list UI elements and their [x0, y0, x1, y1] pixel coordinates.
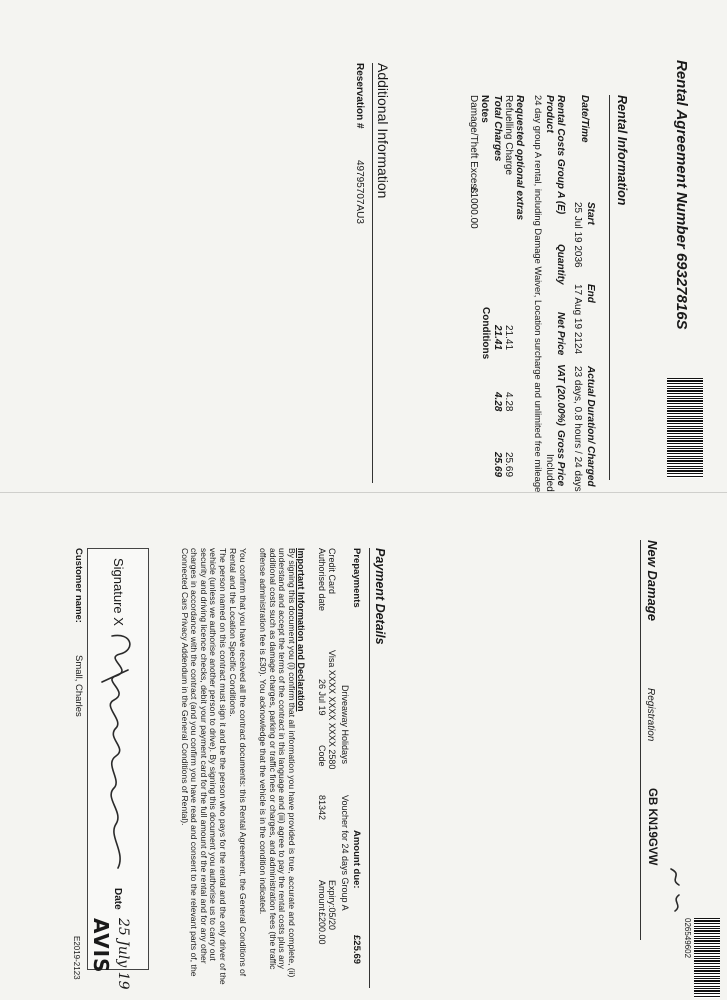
duration-label: Actual Duration/ Charged — [585, 366, 596, 487]
gross-price-label: Gross Price — [555, 430, 566, 487]
total-charges-label: Total Charges — [492, 95, 503, 162]
product-label: Product — [544, 95, 555, 133]
signature-label: Signature X — [111, 558, 126, 626]
vat-label: VAT (20.00%) — [555, 364, 566, 426]
reservation-label: Reservation # — [354, 63, 365, 129]
registration-value: GB KN19GVW — [646, 788, 658, 866]
net-price-label: Net Price — [555, 312, 566, 356]
total-net: 21.41 — [492, 325, 503, 351]
new-damage-heading: New Damage — [645, 540, 660, 621]
declaration-paragraph-2: You confirm that you have received all the contract documents: this Rental Agreement, the General Conditions of Rental and the Location Specific Conditions. — [228, 548, 248, 977]
start-label: Start — [585, 202, 596, 225]
product-value: 24 day group A rental, including Damage Waiver, Location surcharge and unlimited free mileage — [533, 95, 544, 493]
code-value: 81342 — [317, 795, 327, 821]
payment-rule — [369, 548, 370, 988]
rental-info-rule — [609, 95, 610, 480]
damage-barcode-number: 026549602 — [683, 918, 692, 959]
prepayments-label: Prepayments — [351, 548, 362, 608]
payment-heading: Payment Details — [373, 548, 387, 645]
end-label: End — [585, 284, 596, 303]
customer-signature — [92, 630, 142, 875]
excess-value: £1000.00 — [468, 187, 479, 229]
start-value: 25 Jul 19 2036 — [572, 202, 583, 268]
declaration-paragraph-1: By signing this document you (i) confirm that all information you have provided is true, accurate and complete, (ii) understand and accept the terms of the contract in this language and (iii) agree to pay the rental costs plus any additional costs such as damage charges, parking or traffic fines or charges, and administration fees (the traffic offense administration fee is £30). You acknowledge that the vehicle is in the condition indicated. — [258, 548, 297, 978]
page-fold-line — [0, 492, 727, 493]
registration-label: Registration — [645, 688, 656, 742]
handwritten-date: 25 July 19 — [115, 918, 131, 990]
amount-label: Amount — [317, 880, 327, 912]
end-value: 17 Aug 19 2124 — [572, 284, 583, 355]
expiry-value: Expiry:05/20 — [327, 880, 337, 931]
date-label: Date — [112, 888, 123, 910]
customer-name-value: Small, Charles — [73, 655, 84, 717]
damage-rule — [640, 540, 641, 940]
amount-due-label: Amount due: — [351, 830, 362, 889]
optional-extras-label: Requested optional extras — [514, 95, 525, 221]
refuelling-gross: 25.69 — [503, 452, 514, 478]
prepay-source: Driveaway Holidays — [340, 685, 350, 765]
amount-due-value: £25.69 — [351, 935, 362, 965]
refuelling-net: 21.41 — [503, 325, 514, 351]
total-gross: 25.69 — [492, 452, 503, 478]
credit-card-value: Visa XXXX XXXX XXXX 2580 — [327, 650, 337, 770]
total-vat: 4.28 — [492, 392, 503, 412]
declaration-heading: Important Information and Declaration — [296, 548, 306, 712]
credit-card-label: Credit Card — [327, 548, 337, 595]
amount-value: £200.00 — [317, 912, 327, 945]
avis-logo: AVIS — [89, 918, 113, 974]
rental-info-heading: Rental Information — [615, 95, 629, 206]
conditions-label: Conditions — [480, 307, 491, 360]
form-code: E2019-2123 — [72, 936, 81, 980]
authorised-date-value: 26 Jul 19 — [317, 679, 327, 716]
declaration-paragraph-3: The person named on this contract must sign it and be the person who pays for the rental and the only driver of the vehicle (unless we authorise another person to drive). By signing this document you authorise us to carry out security and driving licence checks, debit your payment card for the full amount of the rental and for any other charges in accordance with the contract (and you confirm you have read and consent to the relevant parts of, the Connected Cars Privacy Addendum in the General Conditions of Rental). — [179, 548, 228, 985]
agreement-title: Rental Agreement Number 69327816S — [673, 60, 690, 330]
notes-label: Notes — [479, 95, 490, 123]
refuelling-label: Refuelling Charge — [503, 95, 514, 176]
quantity-label: Quantity — [555, 244, 566, 285]
prepay-voucher: Voucher for 24 days Group A — [340, 795, 350, 911]
date-time-label: Date/Time — [579, 95, 590, 143]
additional-info-rule — [372, 63, 373, 483]
reservation-value: 49795707AU3 — [354, 160, 365, 224]
damage-barcode — [694, 918, 720, 998]
agreement-barcode — [667, 378, 703, 478]
rental-costs-label: Rental Costs Group A (E) — [555, 95, 566, 215]
duration-value: 23 days, 0.8 hours / 24 days — [572, 366, 583, 492]
customer-name-label: Customer name: — [73, 548, 84, 623]
authorised-date-label: Authorised date — [317, 548, 327, 612]
included-value: Included — [544, 454, 555, 492]
refuelling-vat: 4.28 — [503, 392, 514, 412]
additional-info-heading: Additional Information — [375, 63, 391, 199]
handwritten-mark-icon — [665, 865, 687, 915]
code-label: Code — [317, 745, 327, 767]
excess-label: Damage/Theft Excess — [468, 95, 479, 194]
